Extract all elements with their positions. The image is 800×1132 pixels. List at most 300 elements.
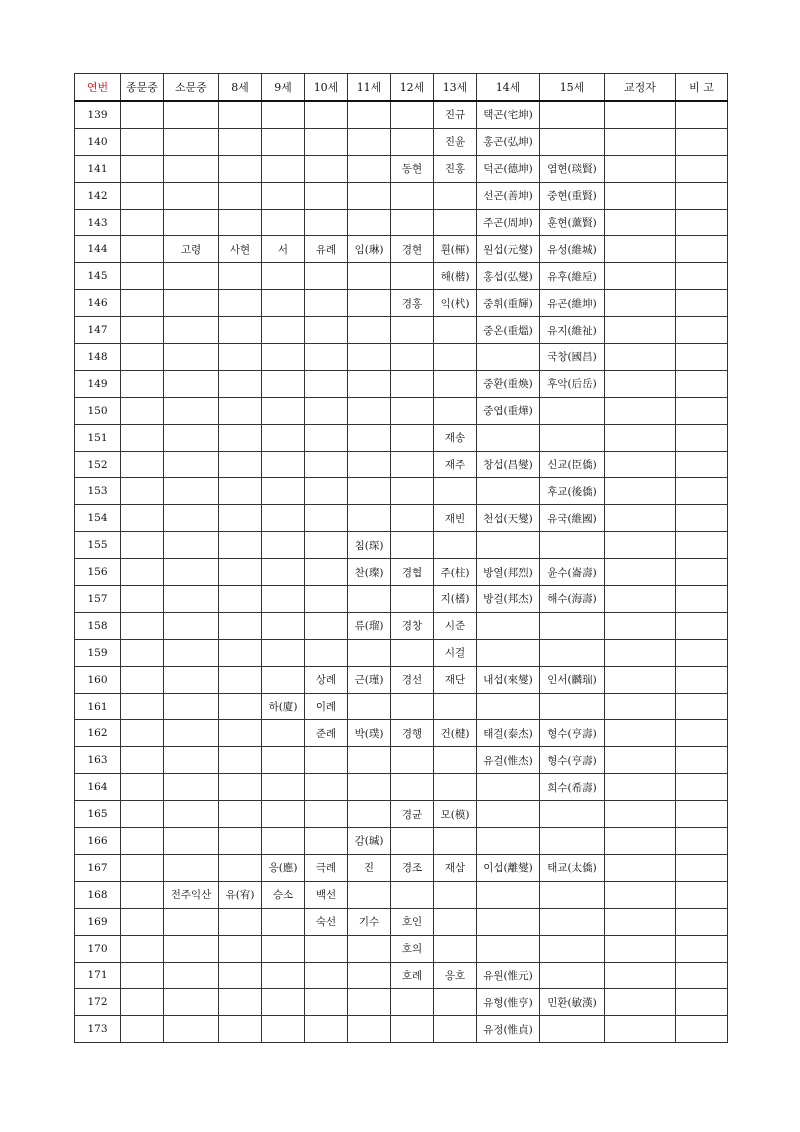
table-row [75,344,728,371]
cell-gen-11 [348,586,391,613]
cell-gen-8 [219,478,262,505]
cell-gen-12 [391,344,434,371]
cell-gen-15 [540,612,605,639]
cell-gen-15 [540,935,605,962]
cell-editor [605,881,676,908]
cell-gen-13 [434,747,477,774]
cell-gen-8 [219,290,262,317]
cell-serial-number: 171 [75,962,121,989]
cell-minor-clan [164,854,219,881]
table-row [75,747,728,774]
cell-gen-13 [434,693,477,720]
cell-gen-12: 경균 [391,801,434,828]
cell-gen-10 [305,747,348,774]
cell-remarks [676,290,728,317]
cell-serial-number: 153 [75,478,121,505]
cell-minor-clan [164,1016,219,1043]
cell-gen-12: 경홍 [391,290,434,317]
cell-remarks [676,128,728,155]
cell-minor-clan [164,747,219,774]
cell-editor [605,478,676,505]
cell-major-clan [121,370,164,397]
cell-gen-8 [219,370,262,397]
cell-gen-10 [305,128,348,155]
cell-gen-8 [219,801,262,828]
cell-gen-15 [540,128,605,155]
cell-gen-9 [262,801,305,828]
cell-editor [605,720,676,747]
cell-major-clan [121,451,164,478]
cell-gen-8 [219,155,262,182]
cell-minor-clan [164,935,219,962]
cell-gen-9 [262,774,305,801]
column-header-major-clan: 종문중 [121,74,164,102]
cell-gen-14 [477,908,540,935]
cell-minor-clan [164,505,219,532]
cell-gen-14 [477,881,540,908]
cell-remarks [676,854,728,881]
cell-gen-9 [262,747,305,774]
cell-minor-clan: 고령 [164,236,219,263]
cell-gen-11: 임(琳) [348,236,391,263]
cell-remarks [676,344,728,371]
column-header-serial-number: 연번 [75,74,121,102]
table-row [75,236,728,263]
cell-gen-11 [348,962,391,989]
cell-editor [605,747,676,774]
cell-gen-10 [305,532,348,559]
column-header-editor: 교정자 [605,74,676,102]
cell-remarks [676,505,728,532]
cell-gen-13: 모(模) [434,801,477,828]
cell-gen-8 [219,101,262,128]
table-row [75,290,728,317]
table-row [75,935,728,962]
cell-serial-number: 142 [75,182,121,209]
cell-gen-13: 응호 [434,962,477,989]
cell-gen-10 [305,989,348,1016]
cell-remarks [676,801,728,828]
table-row [75,424,728,451]
table-row [75,182,728,209]
cell-gen-14 [477,693,540,720]
table-row [75,720,728,747]
cell-gen-10 [305,586,348,613]
cell-editor [605,774,676,801]
cell-serial-number: 154 [75,505,121,532]
cell-gen-14: 내섭(來燮) [477,666,540,693]
cell-serial-number: 141 [75,155,121,182]
cell-gen-14 [477,424,540,451]
cell-editor [605,505,676,532]
cell-gen-12 [391,317,434,344]
cell-gen-11: 근(瑾) [348,666,391,693]
cell-gen-9 [262,182,305,209]
cell-gen-11 [348,693,391,720]
cell-gen-8 [219,397,262,424]
cell-gen-13 [434,881,477,908]
cell-minor-clan [164,209,219,236]
cell-minor-clan [164,962,219,989]
cell-gen-15 [540,424,605,451]
cell-gen-14: 이섭(離燮) [477,854,540,881]
cell-gen-10 [305,101,348,128]
cell-gen-8 [219,747,262,774]
cell-serial-number: 168 [75,881,121,908]
cell-minor-clan [164,344,219,371]
cell-gen-11: 류(瑠) [348,612,391,639]
cell-gen-12 [391,532,434,559]
cell-gen-9: 응(應) [262,854,305,881]
cell-gen-11 [348,182,391,209]
cell-gen-11 [348,290,391,317]
cell-major-clan [121,478,164,505]
cell-minor-clan [164,263,219,290]
cell-gen-12: 호인 [391,908,434,935]
cell-gen-15: 태교(太僑) [540,854,605,881]
cell-gen-11 [348,370,391,397]
cell-gen-9: 승소 [262,881,305,908]
cell-gen-10 [305,639,348,666]
cell-major-clan [121,693,164,720]
cell-minor-clan [164,290,219,317]
cell-gen-13 [434,182,477,209]
cell-gen-12: 경현 [391,236,434,263]
cell-minor-clan [164,639,219,666]
cell-gen-15 [540,532,605,559]
cell-gen-9 [262,451,305,478]
cell-gen-14: 선곤(善坤) [477,182,540,209]
cell-gen-13: 재단 [434,666,477,693]
cell-gen-8 [219,128,262,155]
cell-remarks [676,451,728,478]
table-row [75,155,728,182]
cell-editor [605,559,676,586]
cell-gen-13: 재빈 [434,505,477,532]
cell-major-clan [121,397,164,424]
cell-gen-12: 동현 [391,155,434,182]
table-row [75,478,728,505]
cell-remarks [676,397,728,424]
cell-gen-11: 침(琛) [348,532,391,559]
cell-remarks [676,666,728,693]
cell-major-clan [121,666,164,693]
table-row [75,101,728,128]
cell-editor [605,935,676,962]
cell-gen-12 [391,989,434,1016]
cell-gen-9 [262,962,305,989]
cell-gen-13: 진홍 [434,155,477,182]
cell-gen-15 [540,397,605,424]
cell-gen-9 [262,532,305,559]
cell-gen-8 [219,720,262,747]
cell-gen-15: 유지(維祉) [540,317,605,344]
cell-gen-10: 숙선 [305,908,348,935]
cell-gen-14 [477,532,540,559]
cell-major-clan [121,263,164,290]
cell-gen-8 [219,1016,262,1043]
cell-major-clan [121,505,164,532]
cell-editor [605,128,676,155]
cell-gen-11 [348,478,391,505]
cell-gen-8 [219,639,262,666]
cell-gen-11 [348,935,391,962]
cell-major-clan [121,532,164,559]
column-header-minor-clan: 소문중 [164,74,219,102]
cell-major-clan [121,236,164,263]
cell-gen-12 [391,505,434,532]
cell-gen-11: 감(瑊) [348,828,391,855]
cell-gen-10 [305,1016,348,1043]
cell-gen-15: 훈현(薰賢) [540,209,605,236]
cell-remarks [676,209,728,236]
column-header-gen-15: 15세 [540,74,605,102]
cell-serial-number: 165 [75,801,121,828]
column-header-gen-12: 12세 [391,74,434,102]
cell-serial-number: 160 [75,666,121,693]
cell-gen-10 [305,828,348,855]
cell-gen-15: 후악(后岳) [540,370,605,397]
cell-gen-11 [348,801,391,828]
cell-gen-8 [219,317,262,344]
cell-serial-number: 163 [75,747,121,774]
cell-gen-9: 하(廈) [262,693,305,720]
cell-gen-8 [219,693,262,720]
cell-gen-11 [348,344,391,371]
cell-gen-10: 상례 [305,666,348,693]
cell-gen-12 [391,747,434,774]
cell-gen-11 [348,209,391,236]
cell-gen-10 [305,209,348,236]
cell-gen-10: 준례 [305,720,348,747]
cell-remarks [676,828,728,855]
cell-remarks [676,155,728,182]
cell-gen-8 [219,854,262,881]
cell-gen-13: 휜(楎) [434,236,477,263]
cell-gen-10: 유례 [305,236,348,263]
cell-serial-number: 173 [75,1016,121,1043]
cell-gen-15 [540,828,605,855]
cell-gen-8 [219,774,262,801]
cell-gen-8 [219,908,262,935]
cell-gen-9 [262,1016,305,1043]
cell-serial-number: 172 [75,989,121,1016]
cell-serial-number: 146 [75,290,121,317]
cell-gen-13: 익(杙) [434,290,477,317]
cell-major-clan [121,586,164,613]
cell-gen-11: 찬(璨) [348,559,391,586]
cell-gen-14 [477,774,540,801]
cell-gen-9 [262,666,305,693]
table-row [75,586,728,613]
cell-gen-10 [305,155,348,182]
table-row [75,263,728,290]
cell-serial-number: 166 [75,828,121,855]
cell-gen-14: 홍곤(弘坤) [477,128,540,155]
cell-gen-8 [219,505,262,532]
cell-serial-number: 167 [75,854,121,881]
cell-major-clan [121,101,164,128]
cell-gen-8 [219,209,262,236]
cell-editor [605,908,676,935]
cell-editor [605,532,676,559]
cell-gen-13: 건(楗) [434,720,477,747]
cell-serial-number: 157 [75,586,121,613]
cell-minor-clan [164,478,219,505]
cell-major-clan [121,344,164,371]
cell-gen-11 [348,1016,391,1043]
cell-gen-13 [434,344,477,371]
cell-gen-11 [348,155,391,182]
table-row [75,774,728,801]
cell-gen-14: 중온(重熅) [477,317,540,344]
cell-minor-clan [164,586,219,613]
cell-editor [605,209,676,236]
cell-remarks [676,424,728,451]
cell-major-clan [121,935,164,962]
cell-editor [605,182,676,209]
cell-gen-13: 지(榰) [434,586,477,613]
cell-gen-13 [434,935,477,962]
cell-gen-9 [262,128,305,155]
cell-gen-10 [305,774,348,801]
cell-major-clan [121,774,164,801]
cell-gen-12: 경창 [391,612,434,639]
cell-minor-clan [164,693,219,720]
cell-editor [605,290,676,317]
cell-gen-8 [219,828,262,855]
cell-gen-13: 진규 [434,101,477,128]
cell-gen-14 [477,801,540,828]
cell-editor [605,1016,676,1043]
cell-gen-10 [305,801,348,828]
cell-gen-11 [348,881,391,908]
cell-major-clan [121,290,164,317]
cell-gen-9 [262,908,305,935]
cell-remarks [676,962,728,989]
cell-gen-15: 유후(維垕) [540,263,605,290]
cell-remarks [676,236,728,263]
cell-major-clan [121,854,164,881]
cell-gen-11 [348,397,391,424]
cell-gen-9 [262,505,305,532]
cell-major-clan [121,155,164,182]
cell-gen-10: 이례 [305,693,348,720]
cell-gen-12 [391,263,434,290]
cell-editor [605,854,676,881]
cell-gen-13: 시걸 [434,639,477,666]
cell-gen-15: 중현(重賢) [540,182,605,209]
cell-gen-13: 진윤 [434,128,477,155]
cell-gen-13: 재삼 [434,854,477,881]
cell-major-clan [121,908,164,935]
cell-gen-10 [305,962,348,989]
cell-minor-clan [164,397,219,424]
cell-gen-13 [434,774,477,801]
cell-gen-12 [391,101,434,128]
cell-serial-number: 156 [75,559,121,586]
cell-gen-15: 형수(亨壽) [540,720,605,747]
cell-serial-number: 169 [75,908,121,935]
cell-gen-15 [540,908,605,935]
cell-minor-clan [164,317,219,344]
cell-gen-9 [262,935,305,962]
cell-remarks [676,559,728,586]
cell-serial-number: 149 [75,370,121,397]
cell-gen-8 [219,451,262,478]
cell-gen-9 [262,317,305,344]
cell-serial-number: 152 [75,451,121,478]
cell-serial-number: 159 [75,639,121,666]
cell-remarks [676,881,728,908]
cell-gen-8 [219,532,262,559]
cell-minor-clan [164,532,219,559]
cell-remarks [676,101,728,128]
table-body [75,101,728,1043]
cell-serial-number: 144 [75,236,121,263]
table-row [75,666,728,693]
cell-gen-13 [434,532,477,559]
genealogy-table [74,73,728,1043]
cell-gen-14: 중엽(重燁) [477,397,540,424]
cell-serial-number: 158 [75,612,121,639]
cell-serial-number: 161 [75,693,121,720]
cell-gen-14: 방열(邦烈) [477,559,540,586]
cell-gen-11 [348,263,391,290]
cell-remarks [676,317,728,344]
cell-gen-8 [219,263,262,290]
cell-gen-14: 원섭(元燮) [477,236,540,263]
cell-gen-12: 호례 [391,962,434,989]
cell-serial-number: 162 [75,720,121,747]
cell-major-clan [121,881,164,908]
cell-gen-15 [540,962,605,989]
cell-gen-15: 해수(海壽) [540,586,605,613]
cell-gen-14 [477,828,540,855]
cell-serial-number: 140 [75,128,121,155]
cell-gen-9 [262,559,305,586]
cell-remarks [676,720,728,747]
cell-gen-13 [434,397,477,424]
cell-gen-12: 경선 [391,666,434,693]
cell-gen-11 [348,505,391,532]
cell-gen-13 [434,317,477,344]
cell-minor-clan: 전주익산 [164,881,219,908]
cell-major-clan [121,317,164,344]
cell-gen-9 [262,344,305,371]
cell-gen-13 [434,989,477,1016]
cell-gen-11 [348,317,391,344]
cell-gen-15: 윤수(崙壽) [540,559,605,586]
column-header-gen-8: 8세 [219,74,262,102]
cell-gen-11 [348,774,391,801]
cell-gen-10 [305,317,348,344]
cell-remarks [676,774,728,801]
cell-gen-12 [391,397,434,424]
cell-gen-8 [219,586,262,613]
table-row [75,1016,728,1043]
cell-serial-number: 170 [75,935,121,962]
cell-major-clan [121,128,164,155]
cell-gen-15 [540,101,605,128]
cell-gen-10 [305,182,348,209]
cell-gen-13 [434,370,477,397]
cell-gen-14 [477,639,540,666]
cell-minor-clan [164,828,219,855]
cell-minor-clan [164,424,219,451]
table-row [75,128,728,155]
cell-serial-number: 147 [75,317,121,344]
